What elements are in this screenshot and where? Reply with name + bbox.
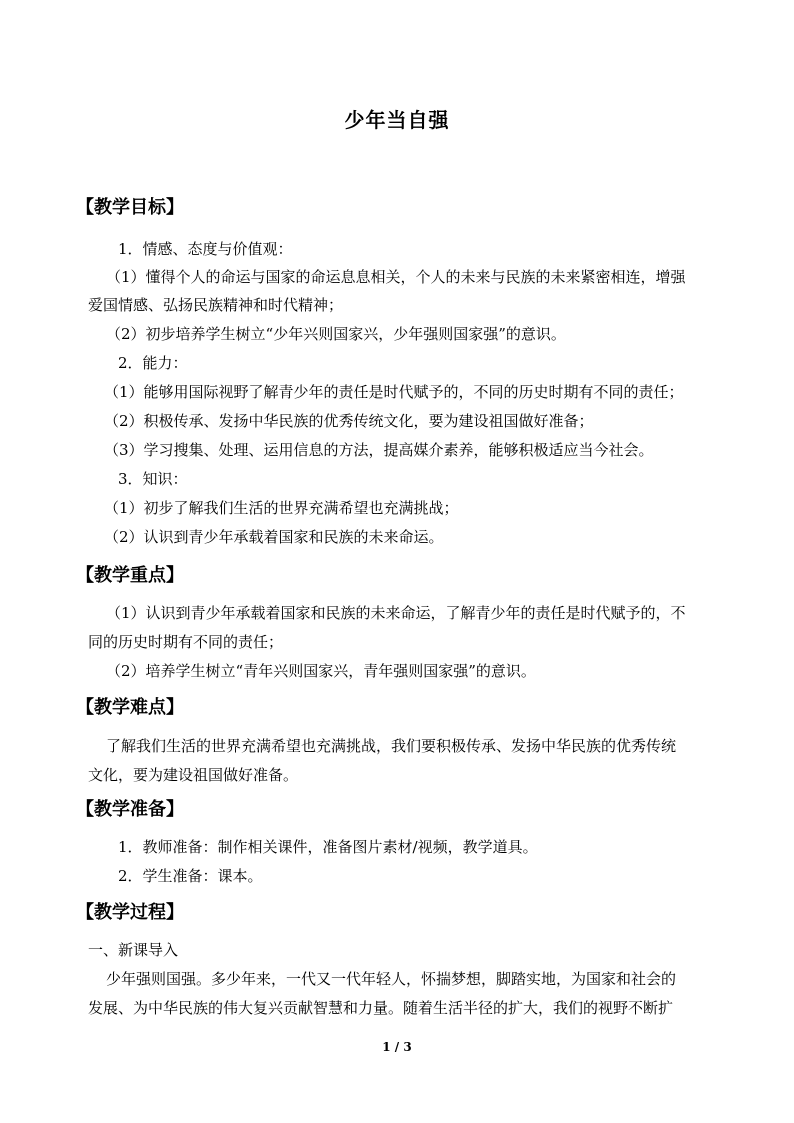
heading-teaching-objectives: 【教学目标】 [76,197,184,218]
difficulty-line: 文化，要为建设祖国做好准备。 [88,766,299,784]
key-point-line: （1）认识到青少年承载着国家和民族的未来命运，了解青少年的责任是时代赋予的，不 [106,604,686,622]
objective-line: 1．情感、态度与价值观： [118,240,293,258]
document-title: 少年当自强 [344,108,450,132]
objective-line: （1）能够用国际视野了解青少年的责任是时代赋予的，不同的历史时期有不同的责任； [104,383,684,401]
heading-difficulties: 【教学难点】 [76,697,184,718]
page-number: 1 / 3 [382,1040,412,1054]
objective-line: 3．知识： [118,470,188,488]
process-line: 一、新课导入 [88,941,179,959]
objective-line: （2）初步培养学生树立“少年兴则国家兴，少年强则国家强”的意识。 [106,325,566,343]
key-point-line: 同的历史时期有不同的责任； [88,633,284,651]
heading-preparation: 【教学准备】 [76,799,184,820]
objective-line: 爱国情感、弘扬民族精神和时代精神； [88,296,344,314]
process-line: 发展、为中华民族的伟大复兴贡献智慧和力量。随着生活半径的扩大，我们的视野不断扩 [88,999,674,1017]
objective-line: （2）积极传承、发扬中华民族的优秀传统文化，要为建设祖国做好准备； [104,412,594,430]
objective-line: 2．能力： [118,354,188,372]
objective-line: （2）认识到青少年承载着国家和民族的未来命运。 [104,528,444,546]
difficulty-line: 了解我们生活的世界充满希望也充满挑战，我们要积极传承、发扬中华民族的优秀传统 [106,737,677,755]
preparation-line: 1．教师准备：制作相关课件，准备图片素材/视频，教学道具。 [118,838,538,856]
heading-teaching-process: 【教学过程】 [76,902,184,923]
objective-line: （3）学习搜集、处理、运用信息的方法，提高媒介素养，能够积极适应当今社会。 [104,441,654,459]
objective-line: （1）懂得个人的命运与国家的命运息息相关，个人的未来与民族的未来紧密相连，增强 [106,268,686,286]
preparation-line: 2．学生准备：课本。 [118,867,263,885]
process-line: 少年强则国强。多少年来，一代又一代年轻人，怀揣梦想，脚踏实地，为国家和社会的 [106,970,677,988]
heading-key-points: 【教学重点】 [76,565,184,586]
objective-line: （1）初步了解我们生活的世界充满希望也充满挑战； [104,499,459,517]
key-point-line: （2）培养学生树立“青年兴则国家兴，青年强则国家强”的意识。 [106,662,536,680]
